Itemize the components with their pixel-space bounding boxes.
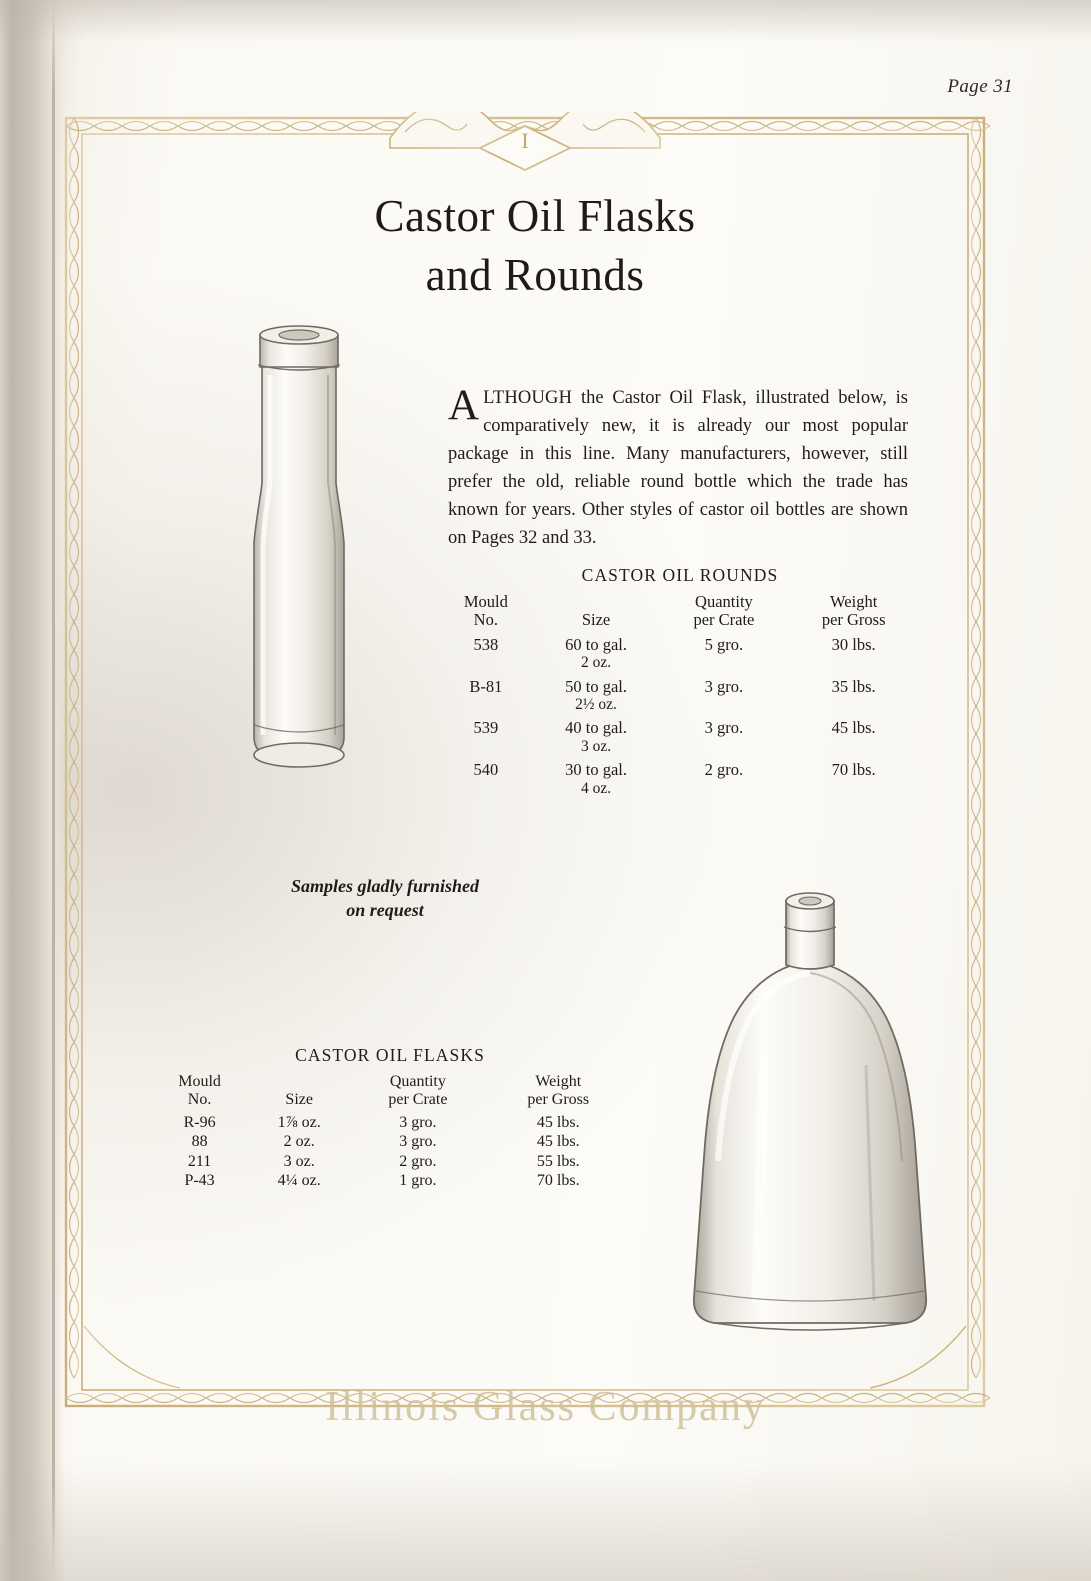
table-row: 538 60 to gal. 2 oz. 5 gro. 30 lbs. <box>473 634 876 672</box>
flasks-table-caption: CASTOR OIL FLASKS <box>295 1045 485 1065</box>
rounds-table-caption: CASTOR OIL ROUNDS <box>581 565 779 585</box>
samples-note-line1: Samples gladly furnished <box>290 876 480 896</box>
col-weight: Weight per Gross <box>527 1073 590 1108</box>
castor-oil-rounds-table-block <box>440 565 920 801</box>
border-monogram: I <box>521 128 529 153</box>
table-header-row <box>440 593 920 634</box>
samples-note <box>240 875 530 923</box>
flasks-table <box>150 1073 630 1191</box>
book-gutter-shadow <box>0 0 66 1581</box>
table-row: 88 2 oz. 3 gro. 45 lbs. <box>191 1133 580 1151</box>
page-title <box>140 165 930 306</box>
table-row: 539 40 to gal. 3 oz. 3 gro. 45 lbs. <box>473 718 876 755</box>
top-page-shadow <box>0 0 1091 42</box>
intro-lead: LTHOUGH <box>483 387 573 408</box>
col-size: Size <box>581 610 611 630</box>
intro-body: the Castor Oil Flask, illustrated below, is comparatively new, it is already our most popular package in this line. Many manufacturers, however, still prefer the old, reliable round bottle which the trade has known for years. Other styles of castor oil bottles are shown on Pages 32 and 33. <box>448 387 908 549</box>
table-row: 211 3 oz. 2 gro. 55 lbs. <box>187 1152 580 1170</box>
page-number: Page 31 <box>947 76 1013 97</box>
bottom-page-shadow <box>0 1461 1091 1581</box>
rounds-table <box>440 593 920 801</box>
page-title-line2: and Rounds <box>425 250 645 301</box>
samples-note-line2: on request <box>346 899 424 920</box>
round-bottle-illustration <box>200 305 400 785</box>
page-edge-line <box>52 0 55 1581</box>
table-header-row <box>150 1073 630 1113</box>
castor-oil-flasks-table-block <box>150 1045 630 1191</box>
col-mould-no: Mould No. <box>463 592 508 630</box>
page-title-line1: Castor Oil Flasks <box>374 191 696 241</box>
footer-wordmark: Illinois Glass Company <box>325 1384 766 1430</box>
table-row: P-43 4¼ oz. 1 gro. 70 lbs. <box>184 1172 580 1190</box>
col-mould-no: Mould No. <box>178 1073 221 1108</box>
col-weight: Weight per Gross <box>821 592 886 630</box>
page-content <box>140 165 930 1375</box>
table-row: B-81 50 to gal. 2½ oz. 3 gro. 35 lbs. <box>469 676 876 714</box>
intro-dropcap: A <box>448 381 480 429</box>
col-quantity: Quantity per Crate <box>693 592 755 630</box>
col-size: Size <box>285 1090 313 1108</box>
flask-bottle-illustration <box>660 865 960 1365</box>
col-quantity: Quantity per Crate <box>388 1073 448 1108</box>
table-row: 540 30 to gal. 4 oz. 2 gro. 70 lbs. <box>473 760 876 797</box>
table-row: R-96 1⅞ oz. 3 gro. 45 lbs. <box>183 1113 580 1131</box>
intro-paragraph <box>448 381 908 553</box>
